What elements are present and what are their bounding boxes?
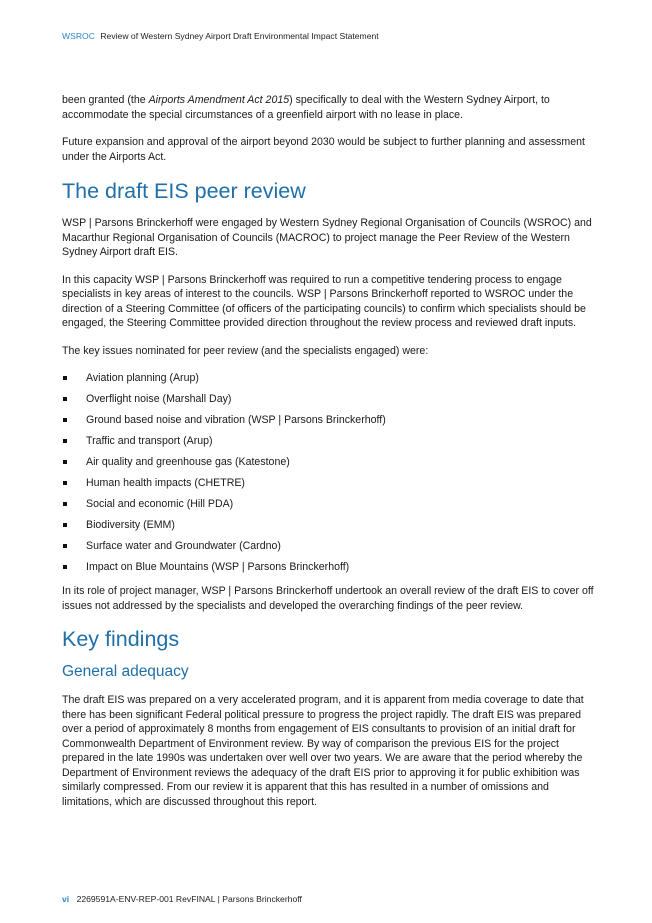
bullet-icon	[63, 460, 67, 464]
list-item: Ground based noise and vibration (WSP | Parsons Brinckerhoff)	[62, 413, 596, 434]
peer-review-paragraph-4: In its role of project manager, WSP | Parsons Brinckerhoff undertook an overall review of the draft EIS to cover off issues not addressed by the specialists and developed the overarching findings of the peer review.	[62, 585, 594, 612]
page-footer	[62, 894, 302, 904]
section-heading-key-findings: Key findings	[62, 627, 180, 651]
bullet-icon	[63, 544, 67, 548]
document-reference: 2269591A-ENV-REP-001 RevFINAL | Parsons Brinckerhoff	[76, 894, 302, 904]
list-item: Human health impacts (CHETRE)	[62, 476, 596, 497]
bullet-icon	[63, 502, 67, 506]
subheading-general-adequacy: General adequacy	[62, 663, 189, 680]
list-item: Overflight noise (Marshall Day)	[62, 392, 596, 413]
bullet-icon	[63, 565, 67, 569]
peer-review-paragraph-1: WSP | Parsons Brinckerhoff were engaged by Western Sydney Regional Organisation of Councils (WSROC) and Macarthur Regional Organisation of Councils (MACROC) to project manage the Peer Review of the Western Sydney Airport draft EIS.	[62, 217, 592, 258]
section-heading-peer-review: The draft EIS peer review	[62, 179, 306, 203]
peer-review-paragraph-3: The key issues nominated for peer review (and the specialists engaged) were:	[62, 344, 429, 357]
bullet-icon	[63, 397, 67, 401]
list-item: Impact on Blue Mountains (WSP | Parsons Brinckerhoff)	[62, 560, 596, 581]
page-number: vi	[62, 894, 70, 904]
list-item: Traffic and transport (Arup)	[62, 434, 596, 455]
header-brand: WSROC	[62, 31, 95, 41]
peer-review-paragraph-2: In this capacity WSP | Parsons Brinckerhoff was required to run a competitive tendering process to engage specialists in key areas of interest to the councils. WSP | Parsons Brinckerhoff reported to WSROC under the direction of a Steering Committee (of officers of the participating councils) to confirm which specialists should be engaged, the Steering Committee provided direction throughout the review process and reviewed draft inputs.	[62, 273, 586, 329]
bullet-icon	[63, 481, 67, 485]
list-item: Air quality and greenhouse gas (Katestone)	[62, 455, 596, 476]
list-item: Surface water and Groundwater (Cardno)	[62, 539, 596, 560]
page-content	[62, 93, 596, 809]
list-item: Biodiversity (EMM)	[62, 518, 596, 539]
intro-paragraph-1: been granted (the Airports Amendment Act 2015) specifically to deal with the Western Sydney Airport, to accommodate the special circumstances of a greenfield airport with no lease in place.	[62, 94, 550, 121]
bullet-icon	[63, 418, 67, 422]
bullet-icon	[63, 523, 67, 527]
bullet-icon	[63, 376, 67, 380]
list-item: Aviation planning (Arup)	[62, 371, 596, 392]
page-header	[62, 31, 379, 41]
list-item: Social and economic (Hill PDA)	[62, 497, 596, 518]
key-findings-paragraph-1: The draft EIS was prepared on a very accelerated program, and it is apparent from media coverage to date that there has been significant Federal political pressure to progress the project rapidly. The draft EIS was prepared over a period of approximately 8 months from engagement of EIS consultants to provision of an initial draft for Commonwealth Department of Environment review. By way of comparison the previous EIS for the project prepared in the late 1990s was undertaken over well over two years. We are aware that the period whereby the Department of Environment reviews the adequacy of the draft EIS prior to approving it for public exhibition was similarly compressed. From our review it is apparent that this has resulted in a number of omissions and limitations, which are discussed throughout this report.	[62, 694, 584, 808]
act-name: Airports Amendment Act 2015	[148, 94, 290, 106]
header-title: Review of Western Sydney Airport Draft Environmental Impact Statement	[100, 31, 379, 41]
intro-paragraph-2: Future expansion and approval of the airport beyond 2030 would be subject to further planning and assessment under the Airports Act.	[62, 136, 585, 163]
specialist-list	[62, 371, 596, 581]
bullet-icon	[63, 439, 67, 443]
